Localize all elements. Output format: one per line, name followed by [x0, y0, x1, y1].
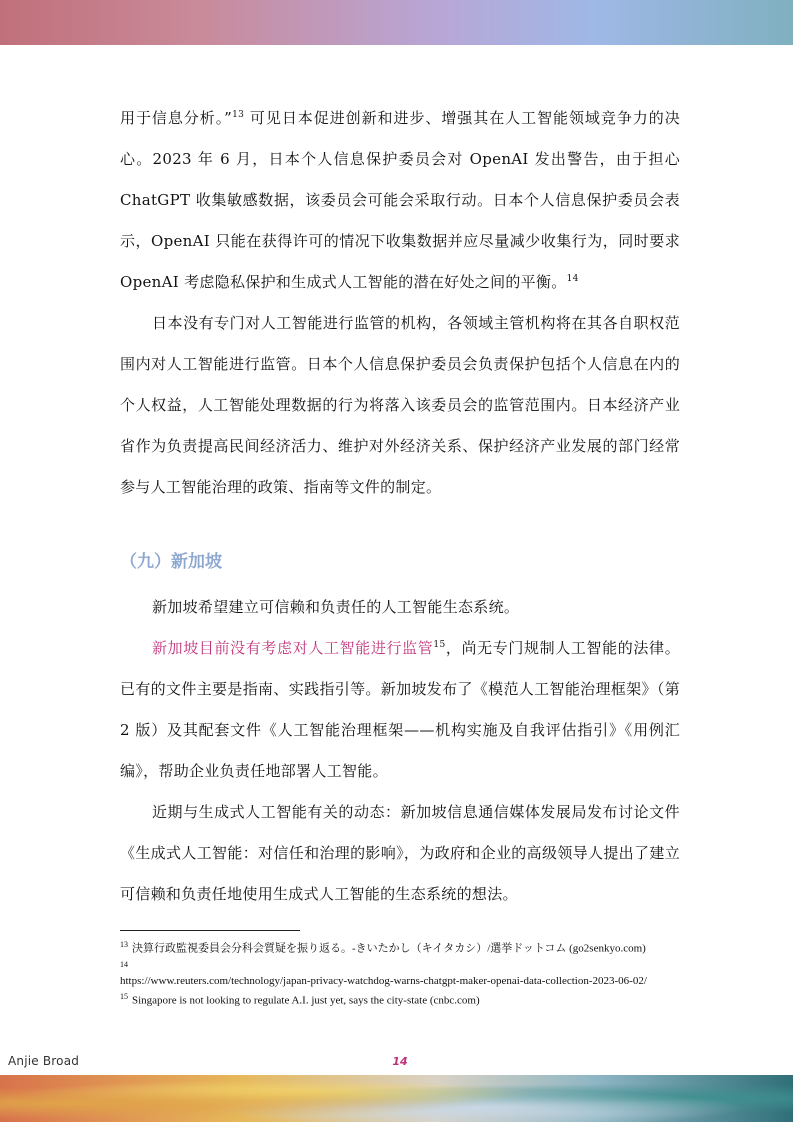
text-segment: 用于信息分析。”: [120, 109, 233, 127]
text-segment: ，尚无专门规制人工智能的法律。已有的文件主要是指南、实践指引等。新加坡发布了《模范人工智能治理框架》（第 2 版）及其配套文件《人工智能治理框架——机构实施及自我评估指引》《用例汇编》，帮助企业负责任地部署人工智能。: [120, 639, 680, 780]
footnote-number: 13: [120, 940, 128, 949]
footnote-text: 決算行政監視委員会分科会質疑を振り返る。-きいたかし（キイタカシ）/選挙ドットコム (go2senkyo.com): [132, 942, 646, 955]
footnote-15: [120, 990, 680, 1008]
bottom-decorative-band: [0, 1075, 793, 1122]
footnote-14: [120, 958, 680, 989]
footnote-divider: [120, 930, 300, 931]
text-segment: 可见日本促进创新和进步、增强其在人工智能领域竞争力的决心。2023 年 6 月，日本个人信息保护委员会对 OpenAI 发出警告，由于担心 ChatGPT 收集敏感数据，该委员会可能会采取行动。日本个人信息保护委员会表示，OpenAI 只能在获得许可的情况下收集数据并应尽量减少收集行为，同时要求 OpenAI 考虑隐私保护和生成式人工智能的潜在好处之间的平衡。: [120, 109, 680, 291]
footer-brand: Anjie Broad: [8, 1054, 80, 1068]
paragraph-singapore-genai: 近期与生成式人工智能有关的动态：新加坡信息通信媒体发展局发布讨论文件《生成式人工智能：对信任和治理的影响》，为政府和企业的高级领导人提出了建立可信赖和负责任地使用生成式人工智能的生态系统的想法。: [120, 803, 680, 903]
page-body: [120, 98, 680, 915]
footnote-ref[interactable]: 15: [433, 640, 446, 650]
paragraph-japan-regulators: 日本没有专门对人工智能进行监管的机构，各领域主管机构将在其各自职权范围内对人工智能进行监管。日本个人信息保护委员会负责保护包括个人信息在内的个人权益，人工智能处理数据的行为将落入该委员会的监管范围内。日本经济产业省作为负责提高民间经济活力、维护对外经济关系、保护经济产业发展的部门经常参与人工智能治理的政策、指南等文件的制定。: [120, 314, 680, 496]
paragraph-japan-openai: [120, 98, 680, 303]
highlighted-text: 新加坡目前没有考虑对人工智能进行监管: [152, 639, 434, 657]
footnote-ref[interactable]: 14: [566, 274, 579, 284]
top-decorative-band: [0, 0, 793, 45]
footnotes: [120, 938, 680, 1010]
footnote-13: [120, 938, 680, 956]
section-heading-singapore: （九）新加坡: [120, 552, 222, 572]
footnote-link[interactable]: https://www.reuters.com/technology/japan-privacy-watchdog-warns-chatgpt-maker-openai-data-collection-2023-06-02/: [120, 975, 647, 988]
footnote-number: 14: [120, 959, 128, 969]
footnote-ref[interactable]: 13: [232, 110, 245, 120]
footnote-text: Singapore is not looking to regulate A.I. just yet, says the city-state (cnbc.com): [132, 994, 480, 1007]
paragraph-singapore-intro: 新加坡希望建立可信赖和负责任的人工智能生态系统。: [152, 598, 520, 616]
footnote-number: 15: [120, 992, 128, 1002]
paragraph-singapore-regulation: [120, 628, 680, 792]
page-number: 14: [392, 1055, 408, 1068]
